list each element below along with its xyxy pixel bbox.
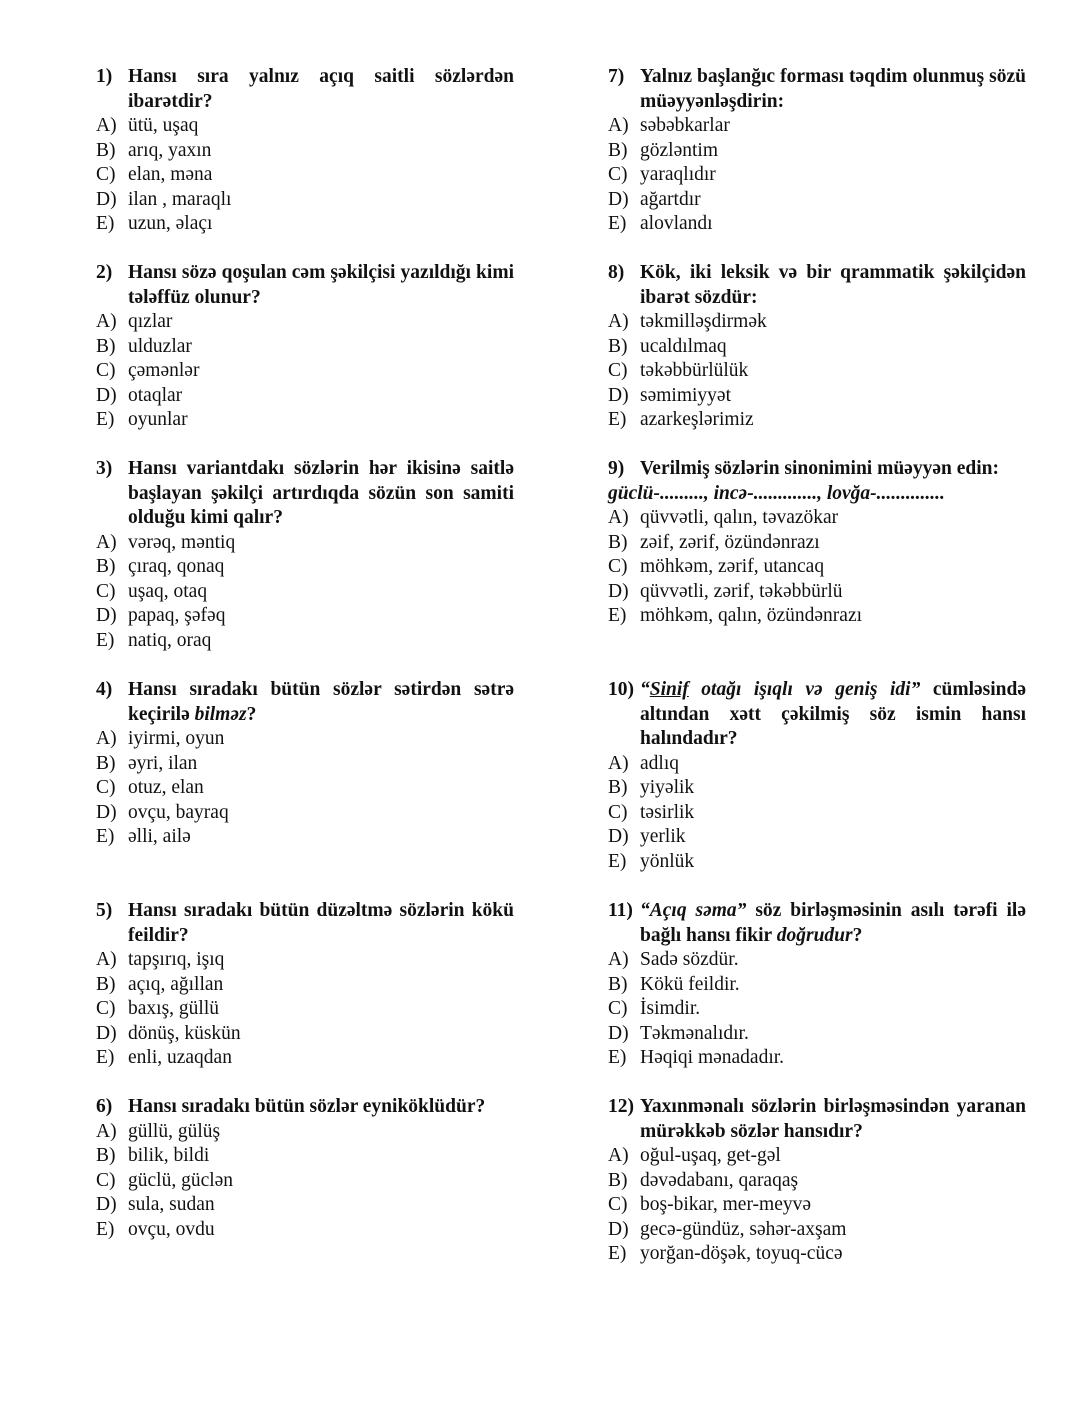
- answer-option[interactable]: [96, 948, 514, 973]
- question-number: 7): [608, 66, 625, 87]
- answer-option[interactable]: [96, 1022, 514, 1047]
- option-label: A): [96, 115, 117, 136]
- option-label: B): [96, 973, 116, 995]
- option-label: A): [608, 507, 629, 528]
- answer-option[interactable]: [608, 1193, 1026, 1218]
- option-label: A): [608, 311, 629, 332]
- option-text: güllü, gülüş: [128, 1120, 221, 1142]
- option-text: otaqlar: [128, 384, 183, 406]
- option-label: A): [608, 115, 629, 136]
- option-text: möhkəm, zərif, utancaq: [640, 556, 825, 577]
- answer-option[interactable]: [608, 948, 1026, 973]
- emphasis-word: bilməz: [194, 703, 247, 725]
- answer-option[interactable]: [96, 139, 514, 164]
- question-number: 1): [96, 66, 113, 87]
- answer-option[interactable]: [608, 1022, 1026, 1047]
- answer-option[interactable]: [96, 1120, 514, 1145]
- option-text: adlıq: [640, 752, 679, 774]
- option-label: B): [96, 1145, 116, 1166]
- option-text: yerlik: [640, 826, 686, 847]
- answer-option[interactable]: [608, 580, 1026, 605]
- option-text: dəvədabanı, qaraqaş: [640, 1169, 799, 1191]
- question-text: Hansı sıradakı bütün sözlər sətirdən sətrə keçirilə bilməz?: [128, 679, 514, 725]
- answer-option[interactable]: [96, 776, 514, 801]
- option-label: D): [608, 384, 629, 406]
- answer-option[interactable]: [608, 1046, 1026, 1071]
- option-text: yiyəlik: [640, 777, 695, 798]
- option-text: ulduzlar: [128, 335, 192, 357]
- answer-option[interactable]: [608, 384, 1026, 409]
- answer-option[interactable]: [96, 555, 514, 580]
- option-text: uşaq, otaq: [128, 580, 208, 602]
- question-text: Kök, iki leksik və bir qrammatik şəkilçidən ibarət sözdür:: [640, 262, 1026, 308]
- option-label: D): [96, 801, 117, 823]
- answer-option[interactable]: [96, 163, 514, 188]
- option-text: çıraq, qonaq: [128, 556, 225, 577]
- option-text: dönüş, küskün: [128, 1022, 241, 1044]
- option-label: E): [608, 1243, 627, 1264]
- option-text: sula, sudan: [128, 1194, 215, 1215]
- answer-option[interactable]: [608, 752, 1026, 777]
- question-11: [608, 899, 1026, 1071]
- option-text: baxış, güllü: [128, 998, 219, 1019]
- question-number: 3): [96, 458, 113, 479]
- option-label: B): [608, 973, 628, 995]
- option-label: B): [608, 1169, 628, 1191]
- question-number: 9): [608, 458, 625, 479]
- option-label: A): [96, 1120, 117, 1142]
- option-label: C): [96, 164, 116, 185]
- option-label: E): [96, 409, 115, 430]
- option-text: çəmənlər: [128, 360, 200, 381]
- quoted-phrase: “Açıq səma”: [640, 900, 747, 921]
- question-number: 8): [608, 262, 625, 283]
- option-label: E): [608, 850, 627, 872]
- option-text: qızlar: [128, 311, 173, 332]
- answer-option[interactable]: [608, 1169, 1026, 1194]
- option-label: A): [96, 949, 117, 970]
- question-number: 6): [96, 1096, 113, 1117]
- answer-option[interactable]: [96, 727, 514, 752]
- question-text: Hansı sıradakı bütün düzəltmə sözlərin kökü feildir?: [128, 900, 514, 946]
- answer-option[interactable]: [96, 212, 514, 237]
- option-label: D): [96, 1194, 117, 1215]
- answer-option[interactable]: [96, 997, 514, 1022]
- answer-option[interactable]: [96, 359, 514, 384]
- option-text: uzun, əlaçı: [128, 213, 213, 234]
- question-text: Yaxınmənalı sözlərin birləşməsindən yaranan mürəkkəb sözlər hansıdır?: [640, 1096, 1026, 1142]
- option-label: E): [608, 1047, 627, 1068]
- answer-option[interactable]: [96, 1046, 514, 1071]
- option-label: D): [608, 580, 629, 602]
- option-text: gecə-gündüz, səhər-axşam: [640, 1218, 847, 1240]
- question-number: 4): [96, 679, 113, 700]
- option-text: natiq, oraq: [128, 629, 212, 651]
- answer-option[interactable]: [608, 506, 1026, 531]
- answer-option[interactable]: [608, 310, 1026, 335]
- answer-option[interactable]: [608, 335, 1026, 360]
- option-label: D): [608, 1218, 629, 1240]
- option-text: boş-bikar, mer-meyvə: [640, 1194, 812, 1215]
- answer-option[interactable]: [96, 801, 514, 826]
- option-label: B): [608, 531, 628, 553]
- option-label: A): [608, 1145, 629, 1166]
- option-label: A): [96, 728, 117, 749]
- answer-option[interactable]: [96, 114, 514, 139]
- answer-option[interactable]: [608, 604, 1026, 629]
- option-label: C): [608, 164, 628, 185]
- option-label: B): [96, 139, 116, 161]
- option-text: gözləntim: [640, 139, 718, 161]
- question-number: 5): [96, 900, 113, 921]
- option-text: ucaldılmaq: [640, 335, 727, 357]
- answer-option[interactable]: [96, 1193, 514, 1218]
- option-text: yaraqlıdır: [640, 164, 716, 185]
- option-text: zəif, zərif, özündənrazı: [640, 531, 820, 553]
- answer-option[interactable]: [608, 825, 1026, 850]
- option-label: C): [96, 580, 116, 602]
- option-text: əyri, ilan: [128, 752, 198, 774]
- question-7: [608, 65, 1026, 237]
- option-label: B): [96, 335, 116, 357]
- option-text: otuz, elan: [128, 777, 204, 798]
- question-3: [96, 457, 514, 653]
- option-label: A): [96, 311, 117, 332]
- option-text: tapşırıq, işıq: [128, 949, 225, 970]
- answer-option[interactable]: [608, 531, 1026, 556]
- answer-option[interactable]: [96, 531, 514, 556]
- question-text: Hansı sıradakı bütün sözlər eyniköklüdür?: [128, 1096, 486, 1117]
- option-label: B): [96, 556, 116, 577]
- option-text: yönlük: [640, 850, 695, 872]
- option-text: vərəq, məntiq: [128, 531, 236, 553]
- option-label: C): [96, 998, 116, 1019]
- option-text: bilik, bildi: [128, 1145, 210, 1166]
- question-number: 2): [96, 262, 113, 283]
- option-text: səmimiyyət: [640, 384, 731, 406]
- option-label: E): [608, 213, 627, 234]
- answer-option[interactable]: [96, 1144, 514, 1169]
- option-label: D): [96, 384, 117, 406]
- option-text: oğul-uşaq, get-gəl: [640, 1145, 781, 1166]
- option-text: Həqiqi mənadadır.: [640, 1047, 785, 1068]
- option-text: arıq, yaxın: [128, 139, 212, 161]
- option-label: C): [608, 998, 628, 1019]
- option-label: C): [96, 360, 116, 381]
- option-text: elan, məna: [128, 164, 213, 185]
- answer-option[interactable]: [96, 408, 514, 433]
- answer-option[interactable]: [608, 1144, 1026, 1169]
- option-label: E): [608, 605, 627, 626]
- answer-option[interactable]: [608, 188, 1026, 213]
- option-text: Sadə sözdür.: [640, 949, 739, 970]
- option-text: oyunlar: [128, 409, 188, 430]
- option-text: ağartdır: [640, 188, 701, 210]
- answer-option[interactable]: [608, 139, 1026, 164]
- option-label: E): [96, 826, 115, 847]
- option-label: C): [608, 1194, 628, 1215]
- option-label: C): [608, 360, 628, 381]
- option-text: əlli, ailə: [128, 826, 191, 847]
- answer-option[interactable]: [96, 1218, 514, 1243]
- option-text: ovçu, ovdu: [128, 1218, 215, 1240]
- answer-option[interactable]: [96, 580, 514, 605]
- question-text: “Sinif otağı işıqlı və geniş idi” cümləsində altından xətt çəkilmiş söz ismin hansı halındadır?: [640, 679, 1027, 749]
- option-text: açıq, ağıllan: [128, 973, 224, 995]
- question-prompt-words: güclü-........., incə-............., lovğa-..............: [608, 482, 945, 504]
- option-text: enli, uzaqdan: [128, 1047, 232, 1068]
- question-text: Hansı sıra yalnız açıq saitli sözlərdən ibarətdir?: [128, 66, 514, 112]
- question-text: “Açıq səma” söz birləşməsinin asılı tərəfi ilə bağlı hansı fikir doğrudur?: [640, 900, 1026, 946]
- question-number: 12): [608, 1096, 634, 1117]
- question-text: Hansı sözə qoşulan cəm şəkilçisi yazıldığı kimi tələffüz olunur?: [128, 262, 514, 308]
- option-text: səbəbkarlar: [640, 115, 730, 136]
- answer-option[interactable]: [608, 801, 1026, 826]
- question-12: [608, 1095, 1026, 1267]
- answer-option[interactable]: [96, 1169, 514, 1194]
- answer-option[interactable]: [608, 359, 1026, 384]
- question-2: [96, 261, 514, 433]
- option-text: iyirmi, oyun: [128, 728, 225, 749]
- question-1: [96, 65, 514, 237]
- option-label: E): [96, 213, 115, 234]
- option-text: təsirlik: [640, 801, 695, 823]
- underlined-word: Sinif: [649, 679, 689, 700]
- answer-option[interactable]: [608, 850, 1026, 875]
- question-number: 11): [608, 900, 633, 921]
- option-text: azarkeşlərimiz: [640, 409, 754, 430]
- answer-option[interactable]: [96, 629, 514, 654]
- option-text: papaq, şəfəq: [128, 605, 226, 626]
- option-label: B): [608, 777, 628, 798]
- option-label: B): [96, 752, 116, 774]
- question-6: [96, 1095, 514, 1242]
- answer-option[interactable]: [608, 408, 1026, 433]
- option-text: təkmilləşdirmək: [640, 311, 767, 332]
- option-text: möhkəm, qalın, özündənrazı: [640, 605, 863, 626]
- option-label: C): [608, 556, 628, 577]
- option-text: ovçu, bayraq: [128, 801, 229, 823]
- option-text: Təkmənalıdır.: [640, 1022, 749, 1044]
- option-text: ilan , maraqlı: [128, 188, 232, 210]
- answer-option[interactable]: [96, 335, 514, 360]
- option-text: Kökü feildir.: [640, 973, 740, 995]
- option-text: İsimdir.: [640, 998, 701, 1019]
- answer-option[interactable]: [608, 776, 1026, 801]
- answer-option[interactable]: [96, 604, 514, 629]
- question-5: [96, 899, 514, 1071]
- answer-option[interactable]: [96, 825, 514, 850]
- answer-option[interactable]: [96, 310, 514, 335]
- option-label: E): [608, 409, 627, 430]
- option-label: C): [96, 777, 116, 798]
- option-text: yorğan-döşək, toyuq-cücə: [640, 1243, 843, 1264]
- option-label: D): [608, 188, 629, 210]
- answer-option[interactable]: [608, 997, 1026, 1022]
- option-label: C): [608, 801, 628, 823]
- option-text: təkəbbürlülük: [640, 360, 749, 381]
- answer-option[interactable]: [608, 114, 1026, 139]
- option-label: D): [96, 605, 117, 626]
- question-text: Yalnız başlanğıc forması təqdim olunmuş sözü müəyyənləşdirin:: [640, 66, 1026, 112]
- option-label: E): [96, 1218, 115, 1240]
- answer-option[interactable]: [608, 1218, 1026, 1243]
- option-label: B): [608, 139, 628, 161]
- emphasis-word: doğrudur: [776, 924, 853, 946]
- option-label: D): [96, 1022, 117, 1044]
- question-4: [96, 678, 514, 850]
- answer-option[interactable]: [608, 212, 1026, 237]
- answer-option[interactable]: [96, 973, 514, 998]
- option-text: qüvvətli, zərif, təkəbbürlü: [640, 580, 843, 602]
- answer-option[interactable]: [96, 188, 514, 213]
- option-label: E): [96, 1047, 115, 1068]
- option-label: C): [96, 1169, 116, 1191]
- option-text: ütü, uşaq: [128, 115, 199, 136]
- option-text: güclü, güclən: [128, 1169, 234, 1191]
- option-label: D): [96, 188, 117, 210]
- option-text: qüvvətli, qalın, təvazökar: [640, 507, 839, 528]
- question-text: Verilmiş sözlərin sinonimini müəyyən edin:: [640, 458, 999, 479]
- option-text: alovlandı: [640, 213, 713, 234]
- option-label: E): [96, 629, 115, 651]
- question-9: [608, 457, 1026, 629]
- answer-option[interactable]: [608, 163, 1026, 188]
- answer-option[interactable]: [608, 1242, 1026, 1267]
- option-label: A): [96, 531, 117, 553]
- question-number: 10): [608, 679, 634, 700]
- question-10: [608, 678, 1026, 874]
- question-8: [608, 261, 1026, 433]
- option-label: B): [608, 335, 628, 357]
- option-label: A): [608, 752, 629, 774]
- question-text: Hansı variantdakı sözlərin hər ikisinə saitlə başlayan şəkilçi artırdıqda sözün son samiti olduğu kimi qalır?: [128, 458, 514, 528]
- answer-option[interactable]: [608, 555, 1026, 580]
- answer-option[interactable]: [96, 752, 514, 777]
- option-label: A): [608, 949, 629, 970]
- answer-option[interactable]: [608, 973, 1026, 998]
- option-label: D): [608, 1022, 629, 1044]
- option-label: D): [608, 826, 629, 847]
- answer-option[interactable]: [96, 384, 514, 409]
